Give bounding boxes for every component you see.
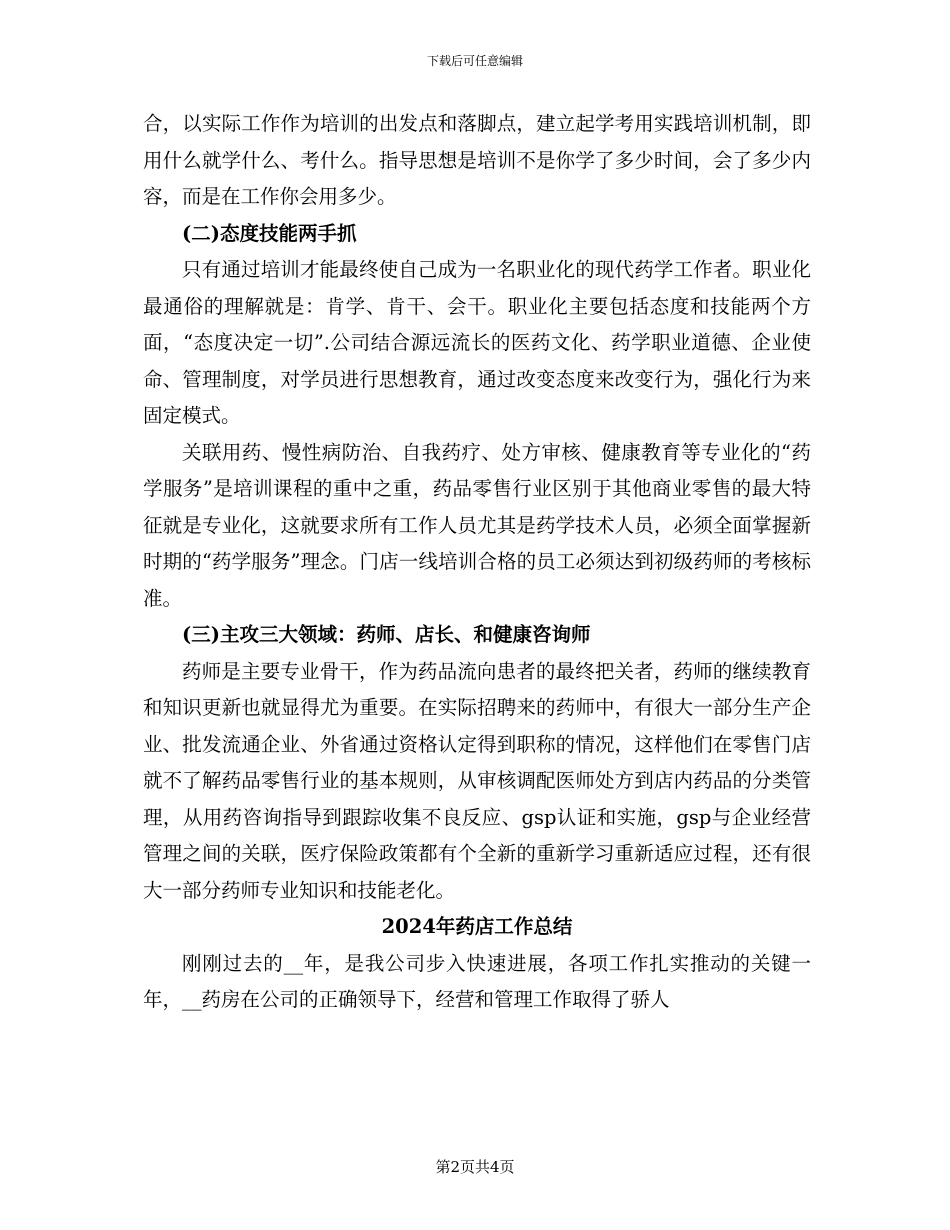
paragraph: 药师是主要专业骨干，作为药品流向患者的最终把关者，药师的继续教育和知识更新也就显得尤为重要。在实际招聘来的药师中，有很大一部分生产企业、批发流通企业、外省通过资格认定得到职称的情况，这样他们在零售门店就不了解药品零售行业的基本规则，从审核调配医师处方到店内药品的分类管理，从用药咨询指导到跟踪收集不良反应、gsp认证和实施，gsp与企业经营管理之间的关联，医疗保险政策都有个全新的重新学习重新适应过程，还有很大一部分药师专业知识和技能老化。 [143, 659, 811, 902]
page-number: 第2页共4页 [435, 1158, 515, 1176]
section-heading-3: (三)主攻三大领域：药师、店长、和健康咨询师 [182, 623, 591, 646]
page-header: 下载后可任意编辑 [426, 54, 523, 68]
paragraph: 刚刚过去的__年，是我公司步入快速进展，各项工作扎实推动的关键一年，__药房在公司的正确领导下，经营和管理工作取得了骄人 [143, 951, 811, 1011]
paragraph: 只有通过培训才能最终使自己成为一名职业化的现代药学工作者。职业化最通俗的理解就是：肯学、肯干、会干。职业化主要包括态度和技能两个方面，“态度决定一切”.公司结合源远流长的医药文化、药学职业道德、企业使命、管理制度，对学员进行思想教育，通过改变态度来改变行为，强化行为来固定模式。 [143, 258, 811, 427]
document-title: 2024年药店工作总结 [381, 915, 573, 938]
paragraph: 关联用药、慢性病防治、自我药疗、处方审核、健康教育等专业化的“药学服务”是培训课程的重中之重，药品零售行业区别于其他商业零售的最大特征就是专业化，这就要求所有工作人员尤其是药学技术人员，必须全面掌握新时期的“药学服务”理念。门店一线培训合格的员工必须达到初级药师的考核标准。 [143, 440, 811, 610]
section-heading-2: (二)态度技能两手抓 [182, 221, 357, 245]
paragraph-continued: 合，以实际工作作为培训的出发点和落脚点，建立起学考用实践培训机制，即用什么就学什么、考什么。指导思想是培训不是你学了多少时间，会了多少内容，而是在工作你会用多少。 [143, 112, 811, 208]
document-body [143, 106, 811, 1019]
